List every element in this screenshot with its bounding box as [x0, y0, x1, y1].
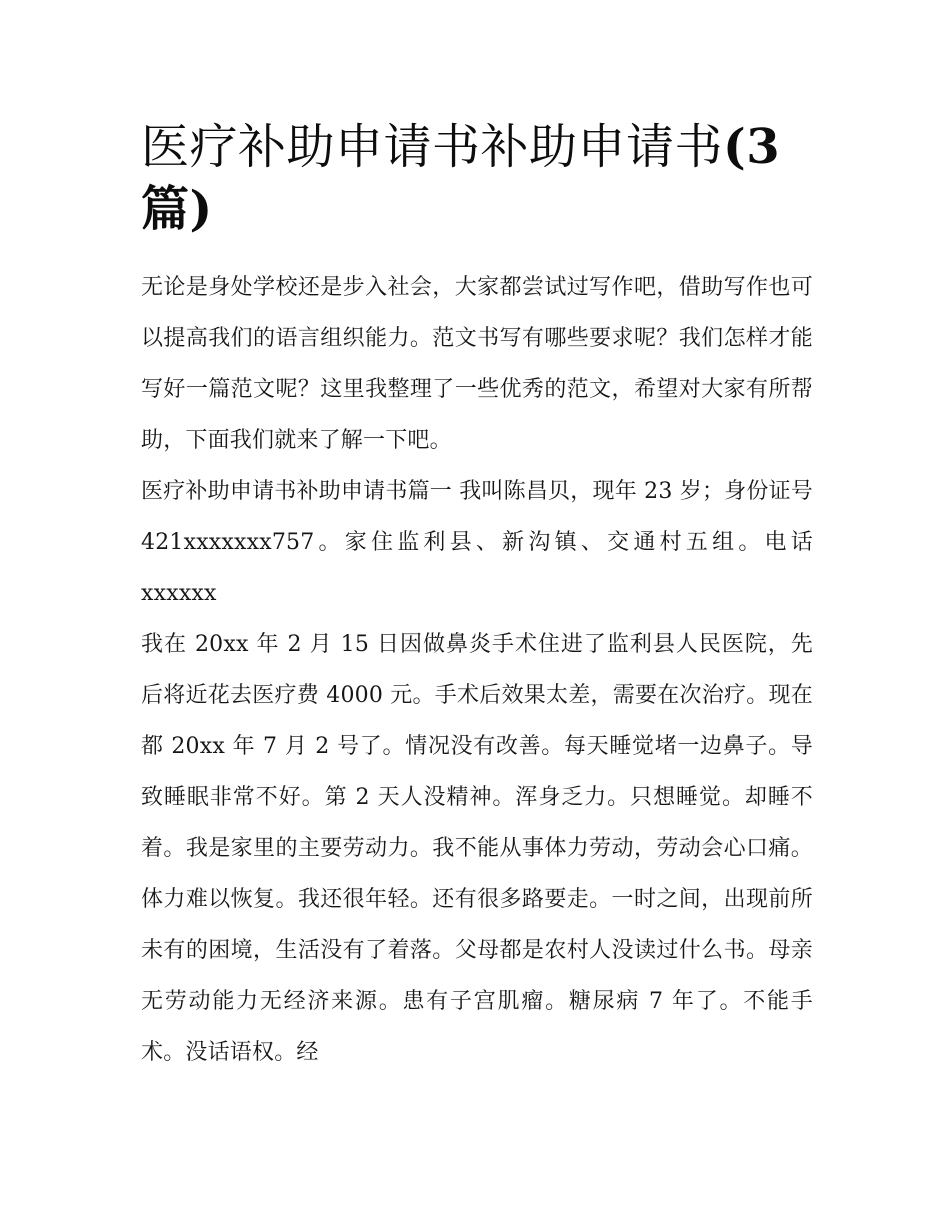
intro-paragraph: 无论是身处学校还是步入社会，大家都尝试过写作吧，借助写作也可以提高我们的语言组织能力。范文书写有哪些要求呢？我们怎样才能写好一篇范文呢？这里我整理了一些优秀的范文，希望对大家有所帮助，下面我们就来了解一下吧。 — [141, 275, 813, 453]
applicant-info-paragraph: 医疗补助申请书补助申请书篇一 我叫陈昌贝，现年 23 岁；身份证号 421xxxxxxx757。家住监利县、新沟镇、交通村五组。电话 xxxxxx — [141, 479, 813, 606]
document-title — [141, 116, 813, 240]
title-main: 医疗补助申请书补助申请书 — [141, 119, 724, 175]
title-suffix: (3篇) — [141, 119, 781, 237]
document-body — [141, 116, 813, 1078]
medical-situation-paragraph: 我在 20xx 年 2 月 15 日因做鼻炎手术住进了监利县人民医院，先后将近花去医疗费 4000 元。手术后效果太差，需要在次治疗。现在都 20xx 年 7 月 2 号了。情况没有改善。每天睡觉堵一边鼻子。导致睡眠非常不好。第 2 天人没精神。浑身乏力。只想睡觉。却睡不着。我是家里的主要劳动力。我不能从事体力劳动，劳动会心口痛。体力难以恢复。我还很年轻。还有很多路要走。一时之间，出现前所未有的困境，生活没有了着落。父母都是农村人没读过什么书。母亲无劳动能力无经济来源。患有子宫肌瘤。糖尿病 7 年了。不能手术。没话语权。经 — [141, 632, 813, 1065]
